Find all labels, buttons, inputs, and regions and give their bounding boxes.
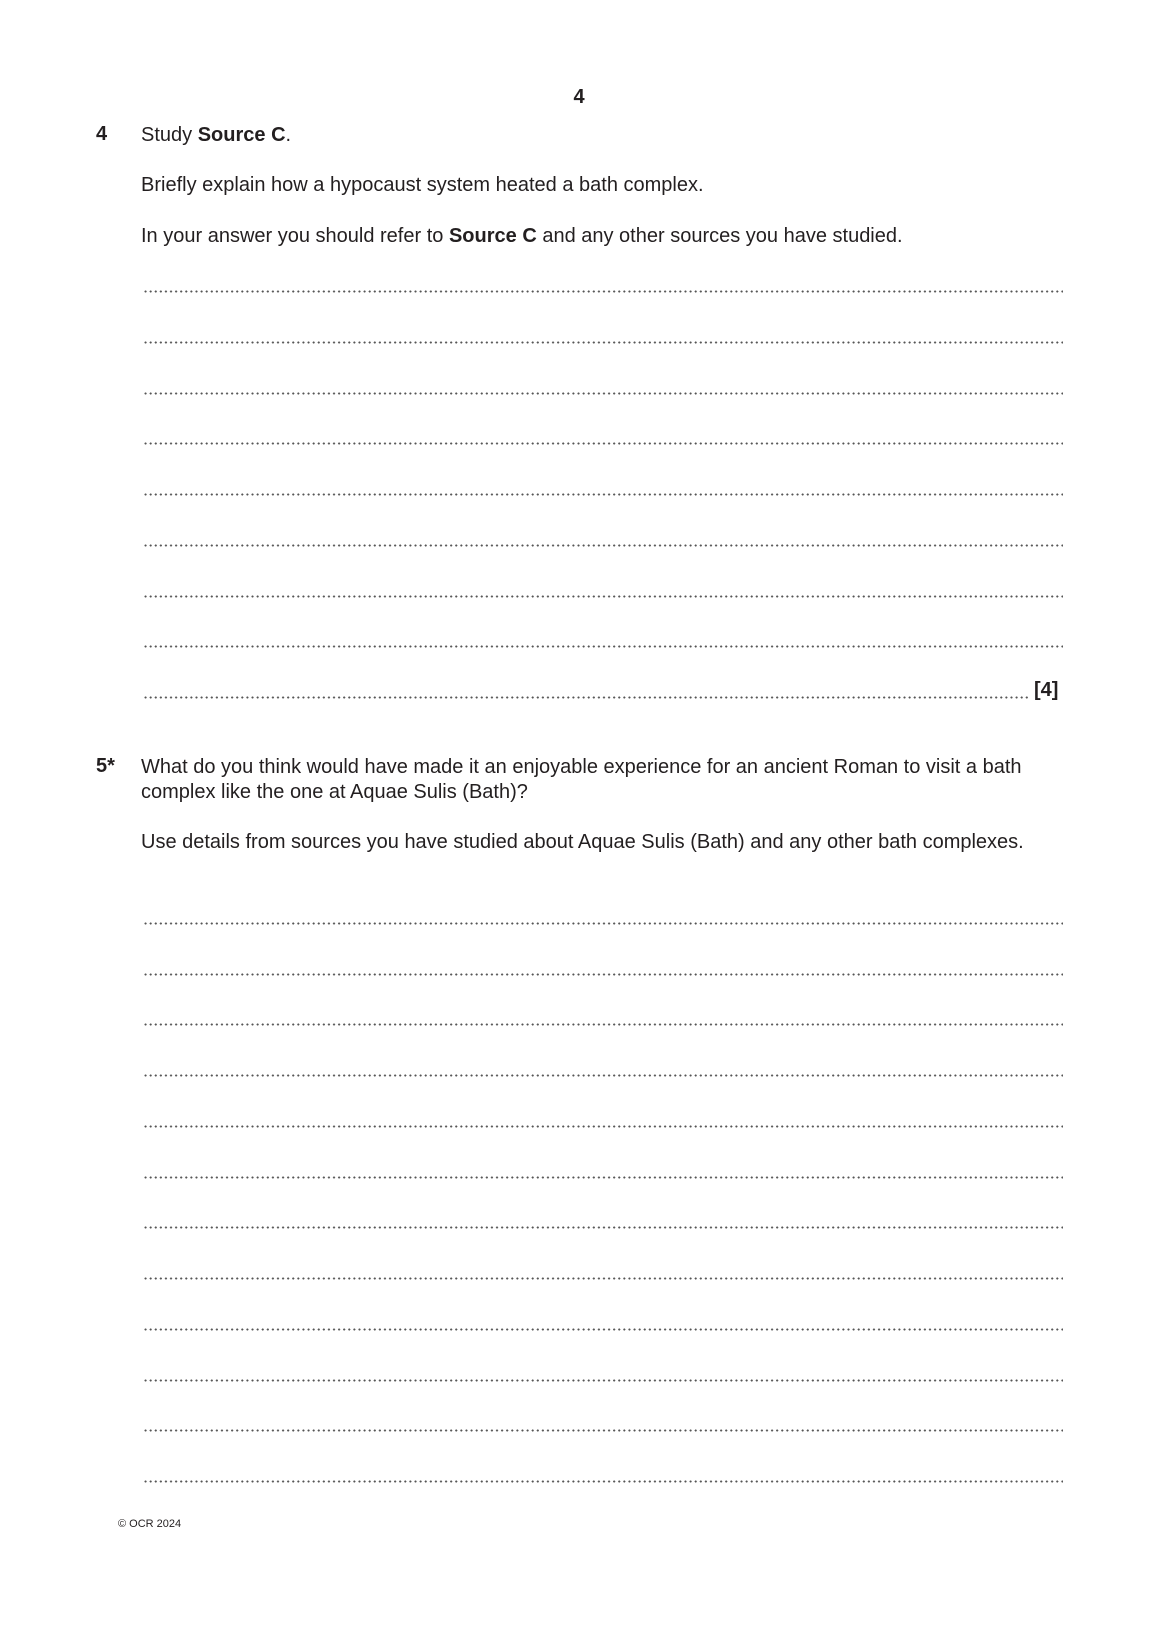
study-suffix: . (285, 124, 292, 146)
answer-line[interactable] (143, 442, 1063, 445)
answer-line[interactable] (143, 1379, 1063, 1382)
answer-line[interactable] (143, 645, 1063, 648)
refer-prefix: In your answer you should refer to (141, 225, 449, 247)
question-4-refer-instruction (141, 224, 1071, 249)
question-5-prompt: What do you think would have made it an enjoyable experience for an ancient Roman to visit a bath complex like the one at Aquae Sulis (Bath)? (141, 756, 1022, 803)
study-prefix: Study (141, 124, 198, 146)
answer-line[interactable] (143, 1125, 1063, 1128)
answer-line[interactable] (143, 290, 1063, 293)
answer-line[interactable] (143, 973, 1063, 976)
answer-line[interactable] (143, 544, 1063, 547)
copyright-footer: © OCR 2024 (118, 1518, 182, 1530)
page-number: 4 (573, 86, 585, 108)
question-5-instruction: Use details from sources you have studied about Aquae Sulis (Bath) and any other bath complexes. (141, 831, 1024, 853)
answer-line[interactable] (143, 922, 1063, 925)
answer-line[interactable] (143, 392, 1063, 395)
answer-line[interactable] (143, 1226, 1063, 1229)
refer-source-ref: Source C (448, 225, 537, 247)
answer-line[interactable] (143, 1023, 1063, 1026)
answer-line[interactable] (143, 1277, 1063, 1280)
answer-line[interactable] (143, 1074, 1063, 1077)
answer-line[interactable] (143, 595, 1063, 598)
question-4-marks: [4] (1034, 679, 1059, 701)
answer-line[interactable] (143, 1429, 1063, 1432)
answer-line[interactable] (143, 1328, 1063, 1331)
answer-line[interactable] (143, 493, 1063, 496)
study-source-ref: Source C (197, 124, 286, 146)
refer-suffix: and any other sources you have studied. (536, 225, 903, 247)
question-4-study-instruction (141, 123, 1071, 148)
question-4-number: 4 (96, 123, 108, 145)
answer-line[interactable] (143, 341, 1063, 344)
answer-line[interactable] (143, 696, 1029, 699)
question-5-number: 5* (96, 755, 115, 777)
question-4-prompt: Briefly explain how a hypocaust system heated a bath complex. (141, 174, 704, 196)
answer-line[interactable] (143, 1480, 1063, 1483)
answer-line[interactable] (143, 1176, 1063, 1179)
